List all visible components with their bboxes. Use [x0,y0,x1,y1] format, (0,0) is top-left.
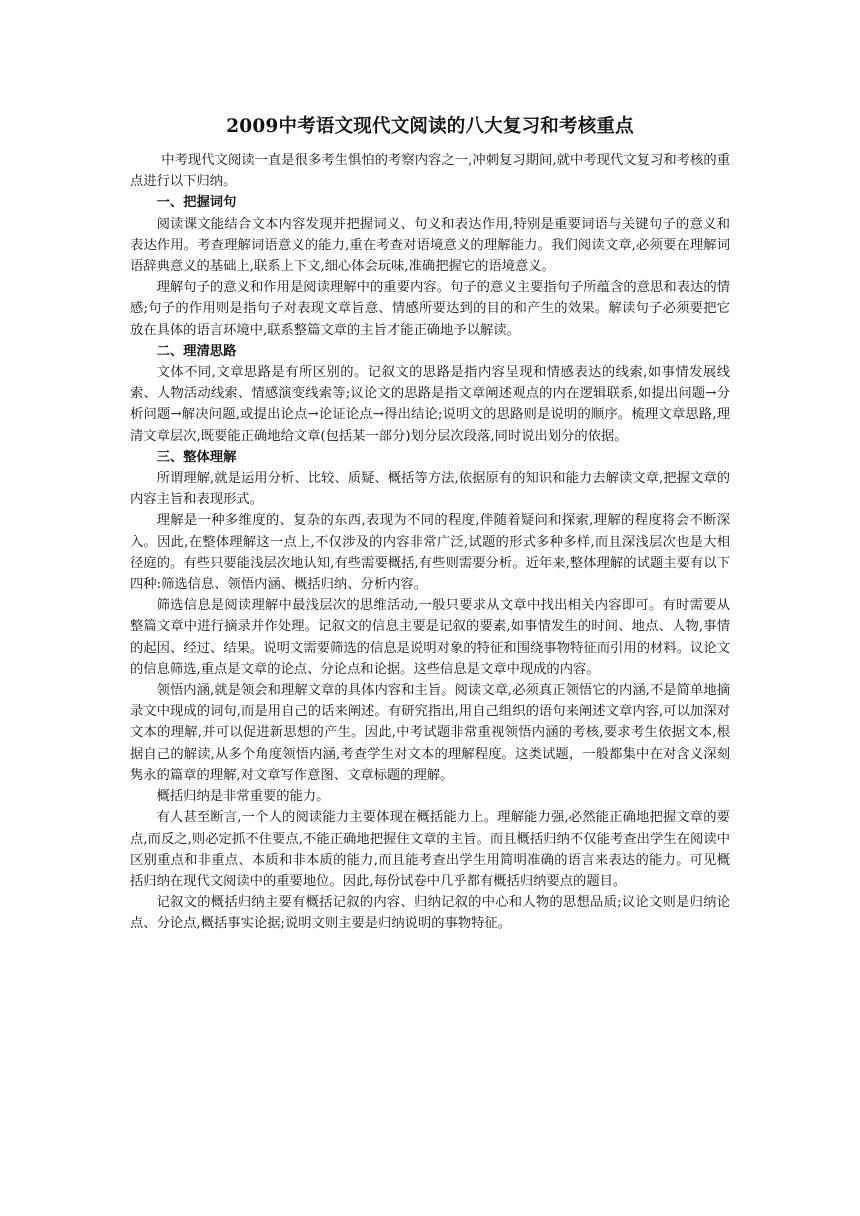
section-2-paragraph-1: 文体不同,文章思路是有所区别的。记叙文的思路是指内容呈现和情感表达的线索,如事情发展线索、人物活动线索、情感演变线索等;议论文的思路是指文章阐述观点的内在逻辑联系,如提出问题→分析问题→解决问题,或提出论点→论证论点→得出结论;说明文的思路则是说明的顺序。梳理文章思路,理清文章层次,既要能正确地给文章(包括某一部分)划分层次段落,同时说出划分的依据。 [130,365,730,444]
section-3-paragraph-1: 所谓理解,就是运用分析、比较、质疑、概括等方法,依据原有的知识和能力去解读文章,把握文章的内容主旨和表现形式。 [130,471,730,508]
section-3-paragraph-4: 领悟内涵,就是领会和理解文章的具体内容和主旨。阅读文章,必须真正领悟它的内涵,不是简单地摘录文中现成的词句,而是用自己的话来阐述。有研究指出,用自己组织的语句来阐述文章内容,可以加深对文本的理解,并可以促进新思想的产生。因此,中考试题非常重视领悟内涵的考核,要求考生依据文本,根据自己的解读,从多个角度领悟内涵,考查学生对文本的理解程度。这类试题，一般都集中在对含义深刻隽永的篇章的理解,对文章写作意图、文章标题的理解。 [130,683,730,783]
section-1-paragraph-1: 阅读课文能结合文本内容发现并把握词义、句义和表达作用,特别是重要词语与关键句子的意义和表达作用。考查理解词语意义的能力,重在考查对语境意义的理解能力。我们阅读文章,必须要在理解词语辞典意义的基础上,联系上下文,细心体会玩味,准确把握它的语境意义。 [130,216,730,275]
document-title: 2009中考语文现代文阅读的八大复习和考核重点 [226,116,634,137]
section-1-paragraph-2: 理解句子的意义和作用是阅读理解中的重要内容。句子的意义主要指句子所蕴含的意思和表达的情感;句子的作用则是指句子对表现文章旨意、情感所要达到的目的和产生的效果。解读句子必须要把它放在具体的语言环境中,联系整篇文章的主旨才能正确地予以解读。 [130,280,730,338]
section-3-paragraph-3: 筛选信息是阅读理解中最浅层次的思维活动,一般只要求从文章中找出相关内容即可。有时需要从整篇文章中进行摘录并作处理。记叙文的信息主要是记叙的要素,如事情发生的时间、地点、人物,事情的起因、经过、结果。说明文需要筛选的信息是说明对象的特征和围绕事物特征而引用的材料。议论文的信息筛选,重点是文章的论点、分论点和论据。这些信息是文章中现成的内容。 [130,598,730,677]
section-heading-2: 二、理清思路 [156,343,237,359]
section-heading-1: 一、把握词句 [156,195,237,211]
section-3-paragraph-7: 记叙文的概括归纳主要有概括记叙的内容、归纳记叙的中心和人物的思想品质;议论文则是归纳论点、分论点,概括事实论据;说明文则主要是归纳说明的事物特征。 [130,895,730,932]
section-3-paragraph-2: 理解是一种多维度的、复杂的东西,表现为不同的程度,伴随着疑问和探索,理解的程度将会不断深入。因此,在整体理解这一点上,不仅涉及的内容非常广泛,试题的形式多种多样,而且深浅层次也是大相径庭的。有些只要能浅层次地认知,有些需要概括,有些则需要分析。近年来,整体理解的试题主要有以下四种:筛选信息、领悟内涵、概括归纳、分析内容。 [130,513,730,593]
section-heading-3: 三、整体理解 [156,449,237,465]
document-page [130,112,730,935]
intro-paragraph: 中考现代文阅读一直是很多考生惧怕的考察内容之一,冲刺复习期间,就中考现代文复习和考核的重点进行以下归纳。 [130,153,730,190]
section-3-paragraph-5: 概括归纳是非常重要的能力。 [156,789,330,805]
section-3-paragraph-6: 有人甚至断言,一个人的阅读能力主要体现在概括能力上。理解能力强,必然能正确地把握文章的要点,而反之,则必定抓不住要点,不能正确地把握住文章的主旨。而且概括归纳不仅能考查出学生在阅读中区别重点和非重点、本质和非本质的能力,而且能考查出学生用简明准确的语言来表达的能力。可见概括归纳在现代文阅读中的重要地位。因此,每份试卷中几乎都有概括归纳要点的题目。 [130,810,730,889]
